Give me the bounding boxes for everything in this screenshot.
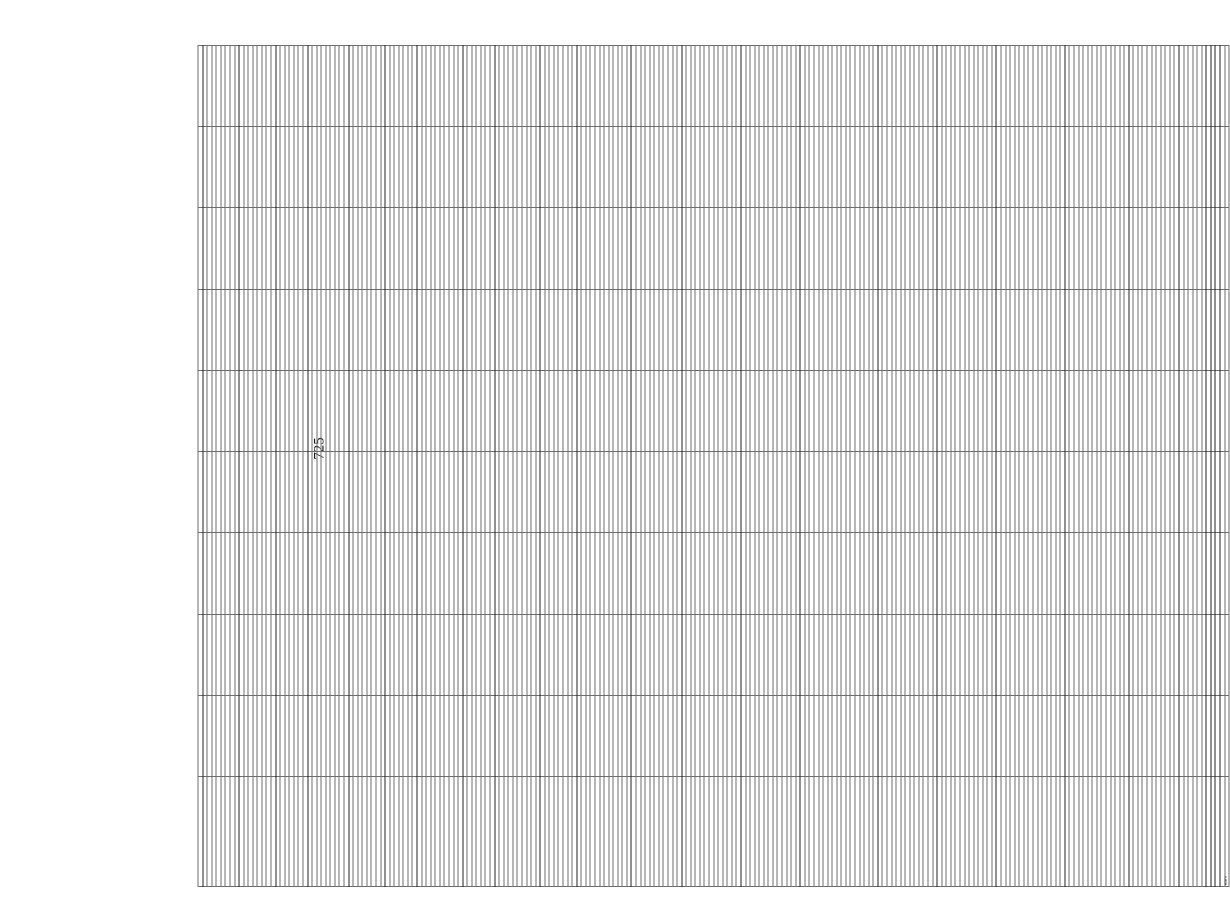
- value-cell: [1225, 46, 1230, 127]
- total-row: [1225, 46, 1230, 887]
- value-cell: [1225, 370, 1230, 451]
- value-cell: [1225, 533, 1230, 614]
- table-body: [198, 46, 1229, 887]
- page-number: 725: [311, 437, 328, 460]
- row-name-cell: ВСЕГО: [1225, 777, 1230, 887]
- value-cell: [1225, 127, 1230, 208]
- value-cell: [1225, 614, 1230, 695]
- value-cell: [1225, 289, 1230, 370]
- value-cell: [1225, 452, 1230, 533]
- value-cell: [1225, 208, 1230, 289]
- budget-table: [198, 45, 1230, 887]
- value-cell: [1225, 695, 1230, 776]
- rotated-table-block: [198, 45, 1228, 887]
